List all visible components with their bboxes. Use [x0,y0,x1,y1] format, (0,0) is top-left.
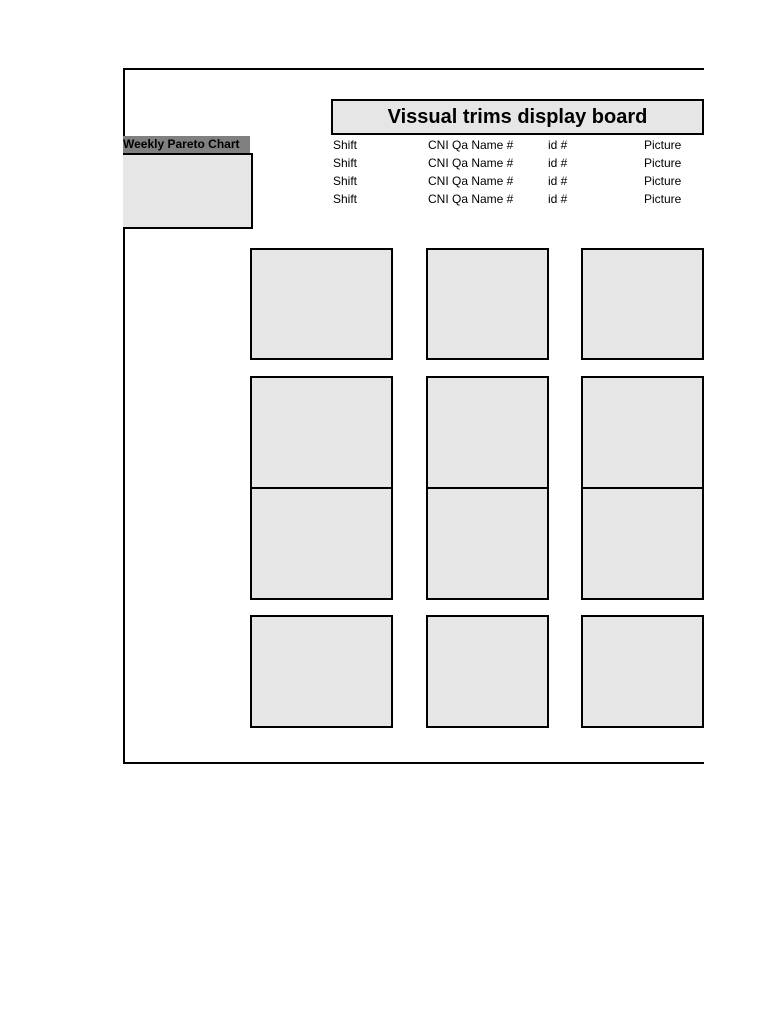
picture-cell: Picture [644,156,682,170]
id-cell: id # [548,156,568,170]
qa-name-cell: CNI Qa Name # [428,156,514,170]
info-table [331,136,704,208]
id-cell: id # [548,138,568,152]
picture-box [250,376,393,489]
shift-cell: Shift [333,174,358,188]
picture-cell: Picture [644,174,682,188]
picture-box [426,376,549,489]
board-title [331,99,704,135]
qa-name-cell: CNI Qa Name # [428,192,514,206]
id-cell: id # [548,174,568,188]
shift-cell: Shift [333,138,358,152]
weekly-pareto-label: Weekly Pareto Chart [123,136,250,153]
picture-box [426,615,549,728]
picture-box [250,615,393,728]
picture-cell: Picture [644,138,682,152]
qa-name-cell: CNI Qa Name # [428,138,514,152]
info-row [331,136,704,154]
picture-box [581,248,704,360]
id-cell: id # [548,192,568,206]
picture-box [426,248,549,360]
picture-box [250,248,393,360]
picture-box [581,615,704,728]
info-row [331,190,704,208]
picture-box [581,487,704,600]
shift-cell: Shift [333,156,358,170]
info-row [331,172,704,190]
shift-cell: Shift [333,192,358,206]
weekly-pareto-chart-box [123,153,253,229]
info-row [331,154,704,172]
picture-box [250,487,393,600]
picture-box [426,487,549,600]
picture-box [581,376,704,489]
board-title-text: Vissual trims display board [387,105,648,128]
qa-name-cell: CNI Qa Name # [428,174,514,188]
picture-cell: Picture [644,192,682,206]
